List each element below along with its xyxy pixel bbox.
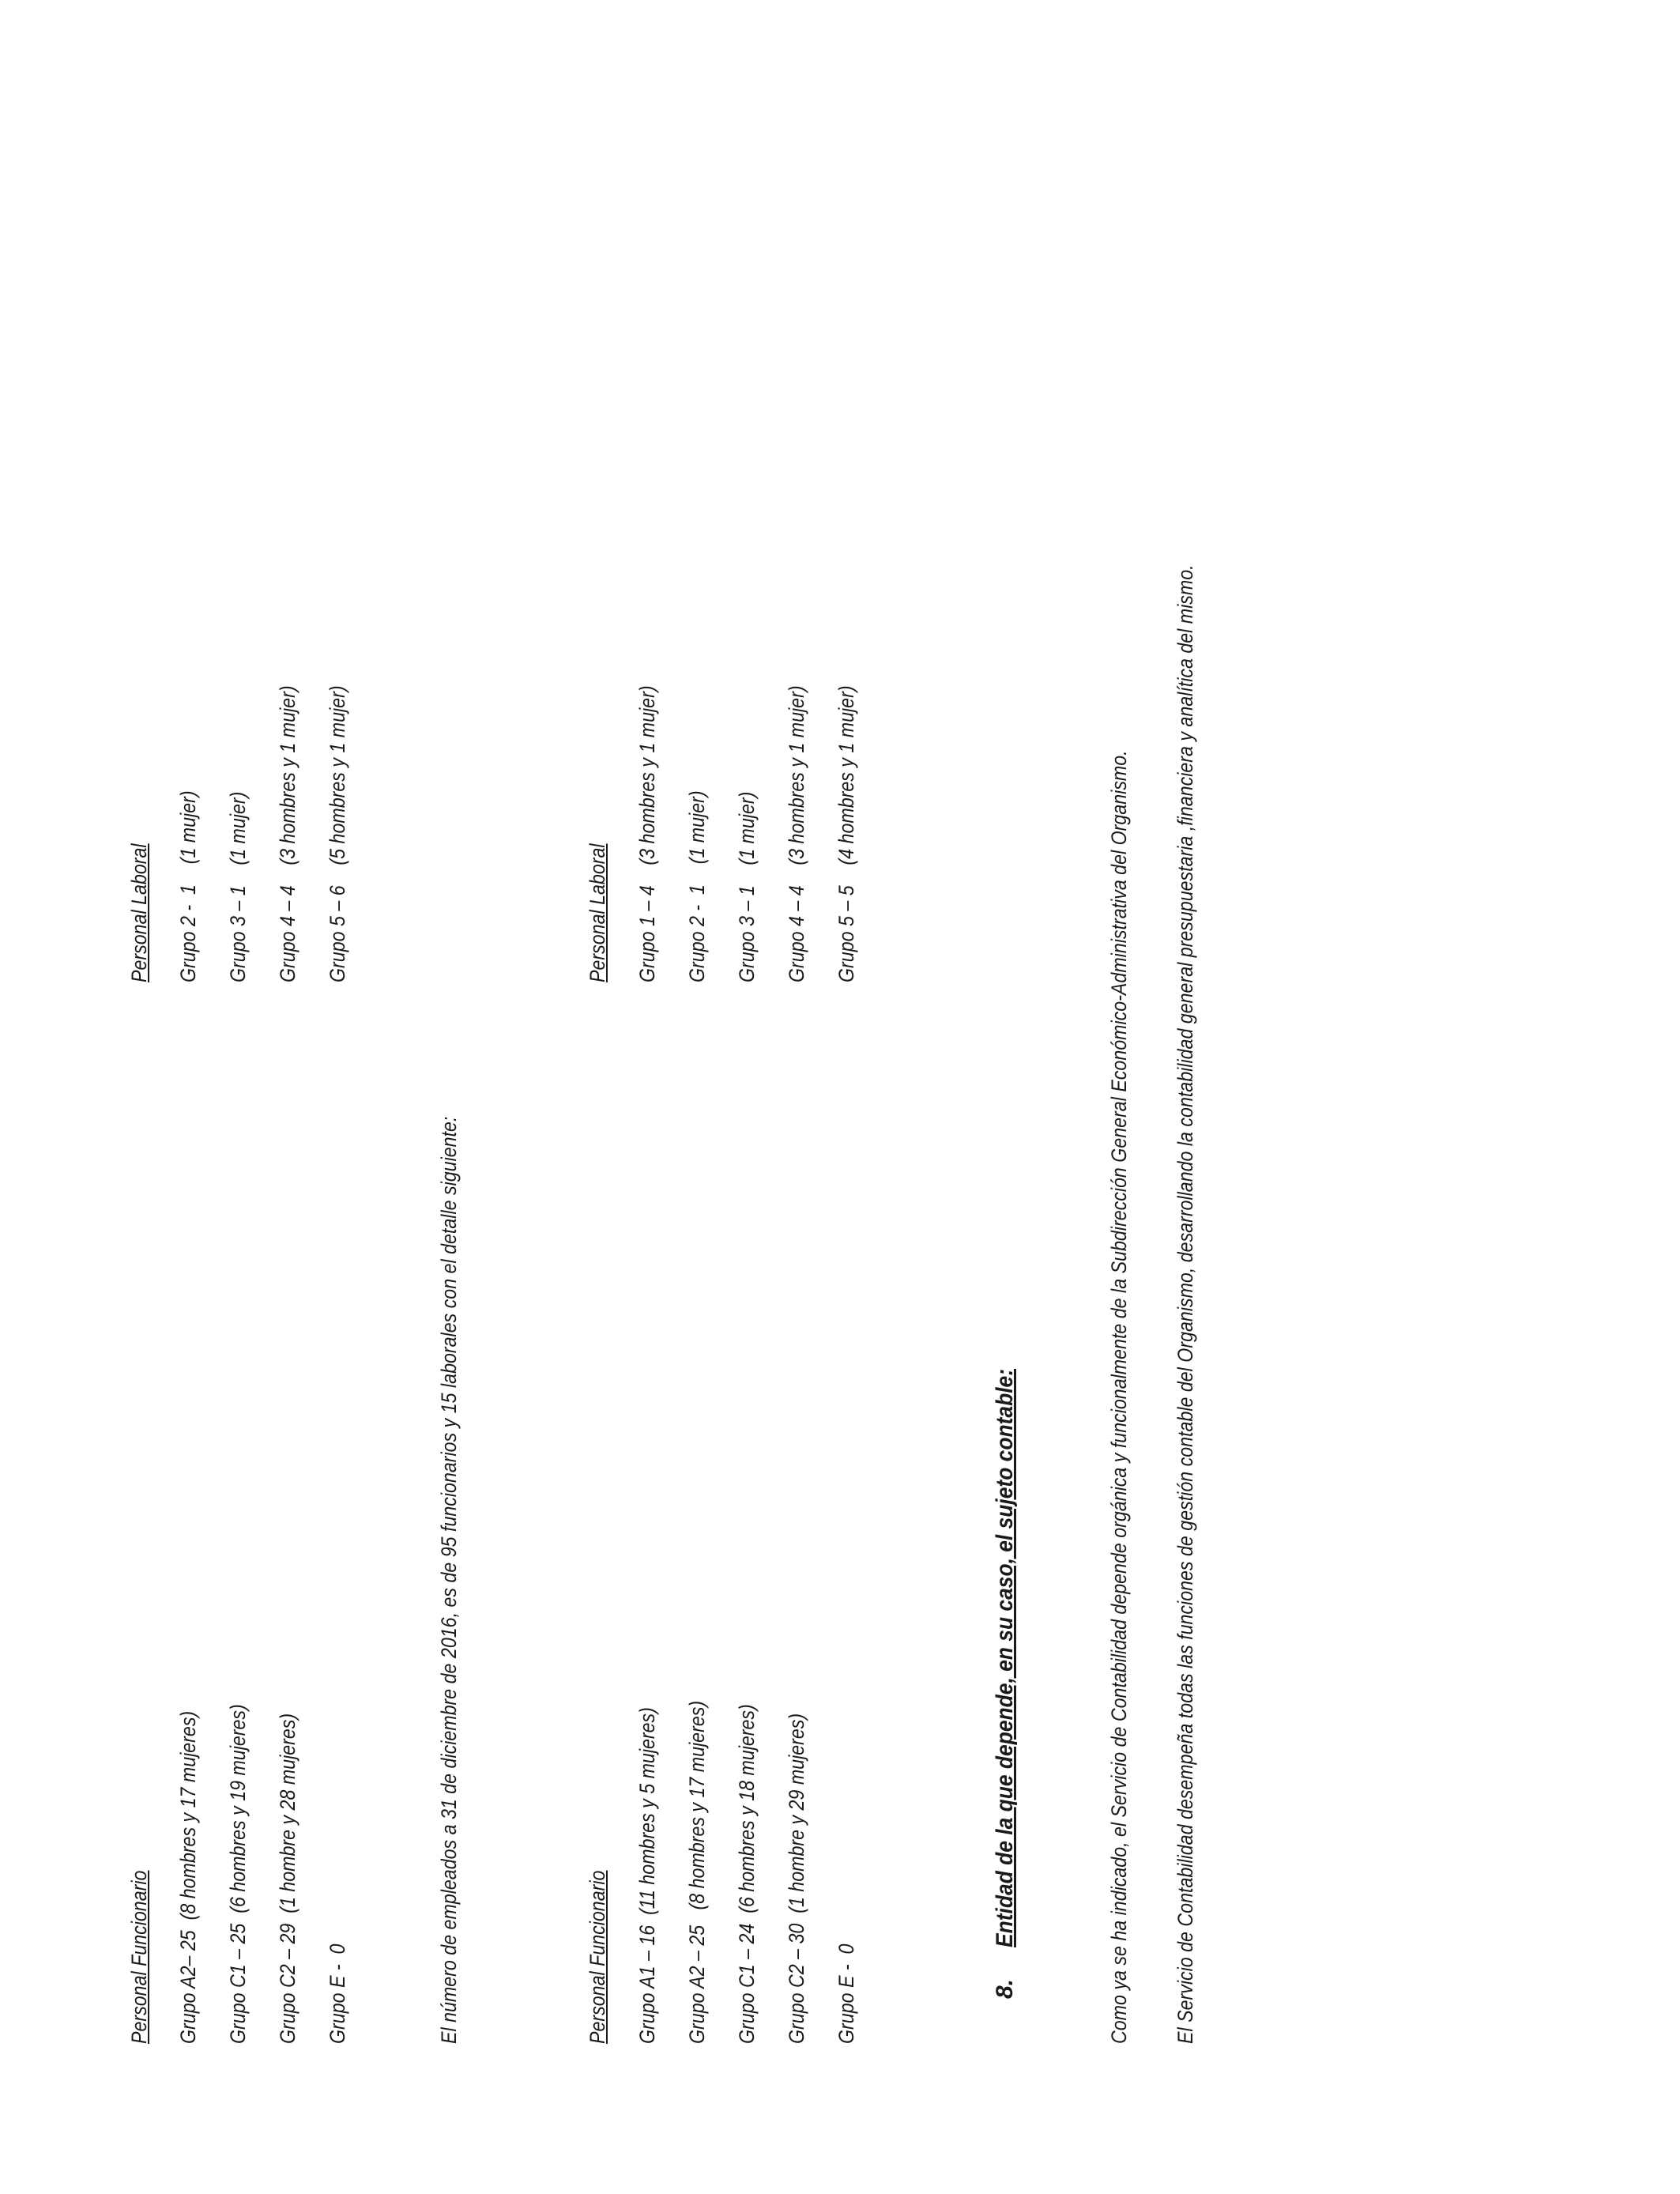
funcionario-header-2: Personal Funcionario bbox=[586, 1870, 609, 2044]
intro-sentence: El número de empleados a 31 de diciembre de 2016, es de 95 funcionarios y 15 laborales con el detalle siguiente: bbox=[437, 1116, 461, 2044]
funcionario-row: Grupo A2 – 25 (8 hombres y 17 mujeres) bbox=[685, 1700, 709, 2044]
funcionario-row: Grupo C1 – 25 (6 hombres y 19 mujeres) bbox=[226, 1704, 250, 2044]
laboral-header-1: Personal Laboral bbox=[127, 843, 151, 982]
funcionario-row: Grupo A1 – 16 (11 hombres y 5 mujeres) bbox=[635, 1707, 659, 2044]
section8-paragraph-2: El Servicio de Contabilidad desempeña todas las funciones de gestión contable del Organismo, desarrollando la contabilidad general presupuestaria ,financiera y analítica del mismo. bbox=[1173, 564, 1197, 2044]
laboral-row: Grupo 4 – 4 (3 hombres y 1 mujer) bbox=[276, 685, 299, 982]
laboral-row: Grupo 3 – 1 (1 mujer) bbox=[226, 791, 250, 982]
funcionario-header-1: Personal Funcionario bbox=[127, 1870, 151, 2044]
laboral-row: Grupo 3 – 1 (1 mujer) bbox=[735, 791, 759, 982]
laboral-row: Grupo 5 – 5 (4 hombres y 1 mujer) bbox=[834, 685, 858, 982]
funcionario-row: Grupo C2 – 30 (1 hombre y 29 mujeres) bbox=[785, 1713, 808, 2044]
laboral-header-2: Personal Laboral bbox=[586, 843, 609, 982]
section-number: 8. bbox=[992, 1978, 1018, 1999]
laboral-row: Grupo 2 - 1 (1 mujer) bbox=[685, 790, 709, 982]
funcionario-row: Grupo E - 0 bbox=[834, 1943, 858, 2044]
laboral-row: Grupo 5 – 6 (5 hombres y 1 mujer) bbox=[326, 685, 349, 982]
funcionario-row: Grupo E - 0 bbox=[326, 1943, 349, 2044]
laboral-row: Grupo 4 – 4 (3 hombres y 1 mujer) bbox=[785, 685, 808, 982]
laboral-row: Grupo 1 – 4 (3 hombres y 1 mujer) bbox=[635, 685, 659, 982]
funcionario-row: Grupo A2– 25 (8 hombres y 17 mujeres) bbox=[176, 1710, 200, 2044]
laboral-row: Grupo 2 - 1 (1 mujer) bbox=[176, 790, 200, 982]
funcionario-row: Grupo C2 – 29 (1 hombre y 28 mujeres) bbox=[276, 1713, 299, 2044]
section8-paragraph-1: Como ya se ha indicado, el Servicio de Contabilidad depende orgánica y funcionalmente de la Subdirección General Económico-Administrativa del Organismo. bbox=[1107, 750, 1131, 2044]
funcionario-row: Grupo C1 – 24 (6 hombres y 18 mujeres) bbox=[735, 1704, 759, 2044]
section-title: Entidad de la que depende, en su caso, el sujeto contable: bbox=[992, 1368, 1018, 1947]
